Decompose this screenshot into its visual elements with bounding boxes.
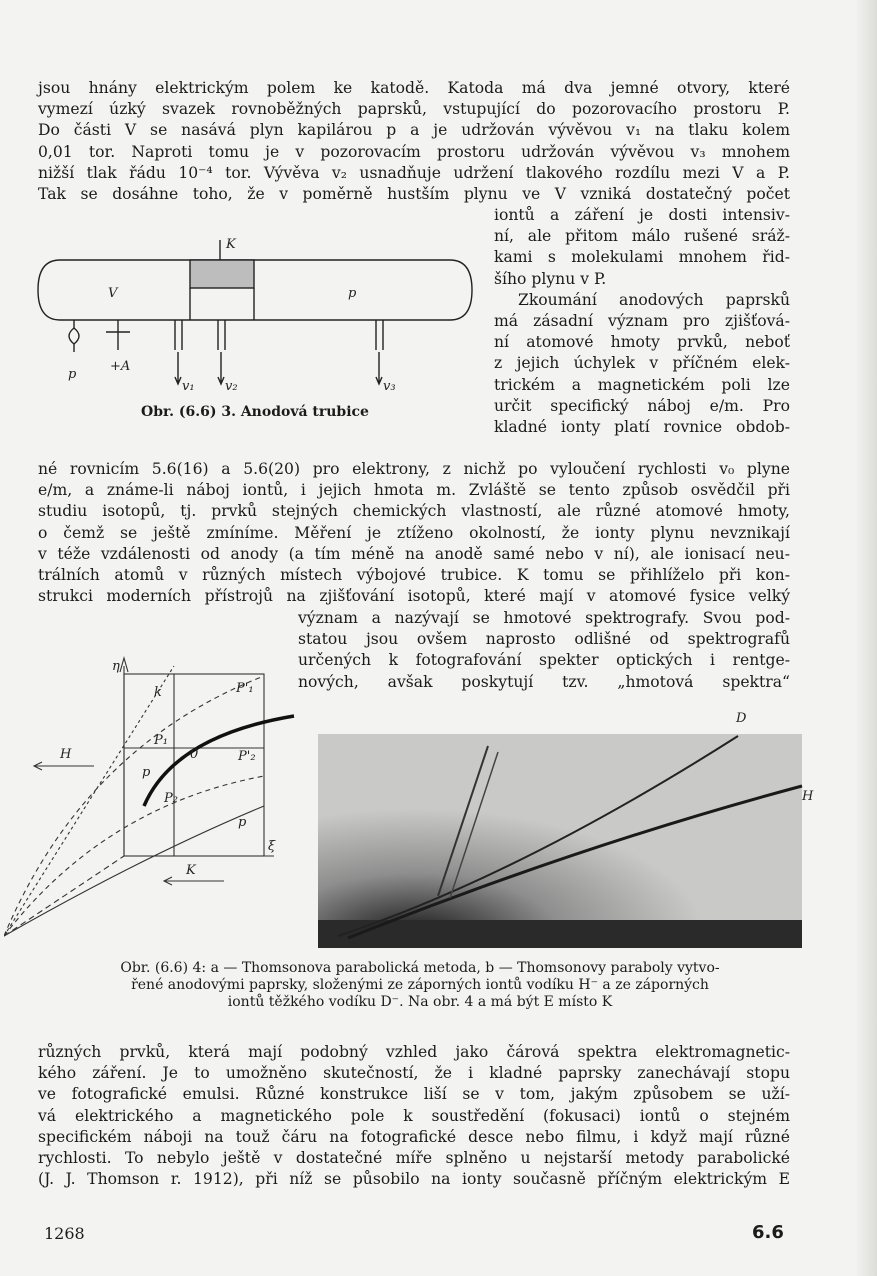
- figure-parabolas-photo: [318, 706, 818, 950]
- label-xi: ξ: [268, 839, 276, 854]
- text-line: (J. J. Thomson r. 1912), při níž se působilo na ionty současně příčným elektrickým E: [38, 1170, 790, 1189]
- label-P1: P₁: [154, 733, 168, 748]
- label-V: V: [108, 286, 118, 301]
- text-line: kého záření. Je to umožněno skutečností, že i kladné paprsky zanechávají stopu: [38, 1064, 790, 1083]
- paragraph-top: [38, 78, 790, 205]
- text-line: specifickém náboji na touž čáru na fotografické desce nebo filmu, i když mají různé: [38, 1127, 790, 1146]
- label-anode: +A: [110, 359, 131, 374]
- text-line: význam a nazývají se hmotové spektrografy. Svou pod-: [298, 609, 790, 627]
- label-P2prime: P'₂: [238, 749, 256, 764]
- figure4-caption: [40, 960, 800, 1011]
- text-line: Tak se dosáhne toho, že v poměrně hustším plynu ve V vzniká dostatečný počet: [38, 185, 790, 204]
- text-line: nových, avšak poskytují tzv. „hmotová spektra“: [298, 672, 790, 691]
- caption-line: Obr. (6.6) 4: a — Thomsonova parabolická metoda, b — Thomsonovy paraboly vytvo-: [120, 960, 720, 976]
- label-p-lower: p: [238, 815, 247, 830]
- photo-dark-strip: [318, 920, 802, 948]
- capillary: [69, 328, 79, 344]
- text-line: šího plynu v P.: [494, 269, 607, 288]
- photo-background: [318, 734, 802, 948]
- paragraph-bottom: [38, 1042, 790, 1190]
- label-K: K: [226, 237, 236, 252]
- text-line: nižší tlak řádu 10⁻⁴ tor. Vývěva v₂ usnadňuje udržení tlakového rozdílu mezi V a P.: [38, 163, 790, 182]
- ray-line: [4, 856, 124, 936]
- label-P1prime: P'₁: [236, 681, 254, 696]
- text-line: v téže vzdálenosti od anody (a tím méně na anodě samé nebo v ní), ale ionisací neu-: [38, 544, 790, 563]
- arrow-v1: [175, 352, 181, 384]
- text-line: trickém a magnetickém poli lze: [494, 375, 790, 394]
- text-line: vymezí úzký svazek rovnoběžných paprsků, vstupující do pozorovacího prostoru P.: [38, 100, 790, 119]
- page-number: 1268: [44, 1224, 85, 1243]
- text-line: z jejich úchylek v příčném elek-: [494, 354, 790, 373]
- figure3-caption: Obr. (6.6) 3. Anodová trubice: [141, 404, 369, 420]
- text-line: trálních atomů v různých místech výbojové trubice. K tomu se přihlíželo při kon-: [38, 566, 790, 585]
- page-edge-shadow: [855, 0, 877, 1276]
- text-line: studiu isotopů, tj. prvků stejných chemických vlastností, ale různé atomové hmoty,: [38, 502, 790, 521]
- text-line: určených k fotografování spekter optických i rentge-: [298, 651, 790, 670]
- label-H-photo: H: [802, 789, 814, 804]
- arrow-v2: [218, 352, 224, 384]
- pump-v1-tube: [175, 320, 182, 350]
- section-number: 6.6: [752, 1222, 784, 1243]
- label-K-arrow: K: [186, 863, 196, 878]
- label-H: H: [60, 747, 72, 762]
- label-eta: η: [112, 659, 120, 674]
- label-k: k: [154, 685, 162, 700]
- dashed-parabola-upper: [4, 676, 264, 936]
- text-line: 0,01 tor. Naproti tomu je v pozorovacím prostoru udržován vývěvou v₃ mnohem: [38, 142, 790, 161]
- caption-line: iontů těžkého vodíku D⁻. Na obr. 4 a má být E místo K: [227, 994, 613, 1010]
- caption-line: řené anodovými paprsky, složenými ze záporných iontů vodíku H⁻ a ze záporných: [131, 977, 709, 993]
- paragraph-right-column: [494, 205, 790, 438]
- label-capillary-p: p: [68, 367, 77, 382]
- label-v1: v₁: [182, 379, 195, 394]
- text-line: určit specifický náboj e/m. Pro: [494, 396, 790, 415]
- text-line: o čemž se ještě zmíníme. Měření je ztíženo okolností, že ionty plynu nevznikají: [38, 523, 790, 542]
- label-p: p: [142, 765, 151, 780]
- paragraph-right-upper: [298, 608, 790, 693]
- label-v3: v₃: [383, 379, 396, 394]
- text-line: né rovnicím 5.6(16) a 5.6(20) pro elektrony, z nichž po vyloučení rychlosti v₀ plyne: [38, 460, 790, 478]
- parabola-p: [4, 806, 264, 936]
- text-line: iontů a záření je dosti intensiv-: [494, 206, 790, 224]
- text-line: e/m, a známe-li náboj iontů, i jejich hmota m. Zvláště se tento způsob osvědčil při: [38, 481, 790, 500]
- text-line: ní atomové hmoty prvků, neboť: [494, 333, 790, 352]
- label-P: p: [348, 286, 357, 301]
- text-line: kami s molekulami mnohem řid-: [494, 248, 790, 267]
- text-line: ve fotografické emulsi. Různé konstrukce liší se v tom, jakým způsobem se uží-: [38, 1085, 790, 1104]
- text-line: vá elektrického a magnetického pole k soustředění (fokusaci) iontů o stejném: [38, 1106, 790, 1125]
- label-P2: P₂: [164, 791, 178, 806]
- figure-anode-tube: [30, 232, 480, 402]
- text-line: strukci moderních přístrojů na zjišťování isotopů, které mají v atomové fysice velký: [38, 587, 790, 606]
- text-line: Zkoumání anodových paprsků: [518, 290, 790, 309]
- text-line: různých prvků, která mají podobný vzhled jako čárová spektra elektromagnetic-: [38, 1043, 790, 1061]
- text-line: jsou hnány elektrickým polem ke katodě. Katoda má dva jemné otvory, které: [38, 79, 790, 97]
- line-k: [4, 666, 174, 936]
- label-v2: v₂: [225, 379, 238, 394]
- figure-thomson-method: [4, 636, 304, 946]
- paragraph-middle: [38, 459, 790, 607]
- text-line: statou jsou ovšem naprosto odlišné od spektrografů: [298, 630, 790, 649]
- cathode-block: [190, 260, 254, 288]
- text-line: kladné ionty platí rovnice obdob-: [494, 418, 790, 437]
- tube-outline: [38, 260, 472, 320]
- label-origin: 0: [190, 747, 199, 762]
- text-line: ní, ale přitom málo rušené sráž-: [494, 227, 790, 246]
- text-line: Do části V se nasává plyn kapilárou p a je udržován vývěvou v₁ na tlaku kolem: [38, 121, 790, 140]
- text-line: má zásadní význam pro zjišťová-: [494, 312, 790, 331]
- arrow-v3: [376, 352, 382, 384]
- text-line: rychlosti. To nebylo ještě v dostatečné míře splněno u nejstarší metody parabolické: [38, 1149, 790, 1168]
- pump-v3-tube: [376, 320, 383, 350]
- label-D: D: [736, 711, 747, 726]
- pump-v2-tube: [218, 320, 225, 350]
